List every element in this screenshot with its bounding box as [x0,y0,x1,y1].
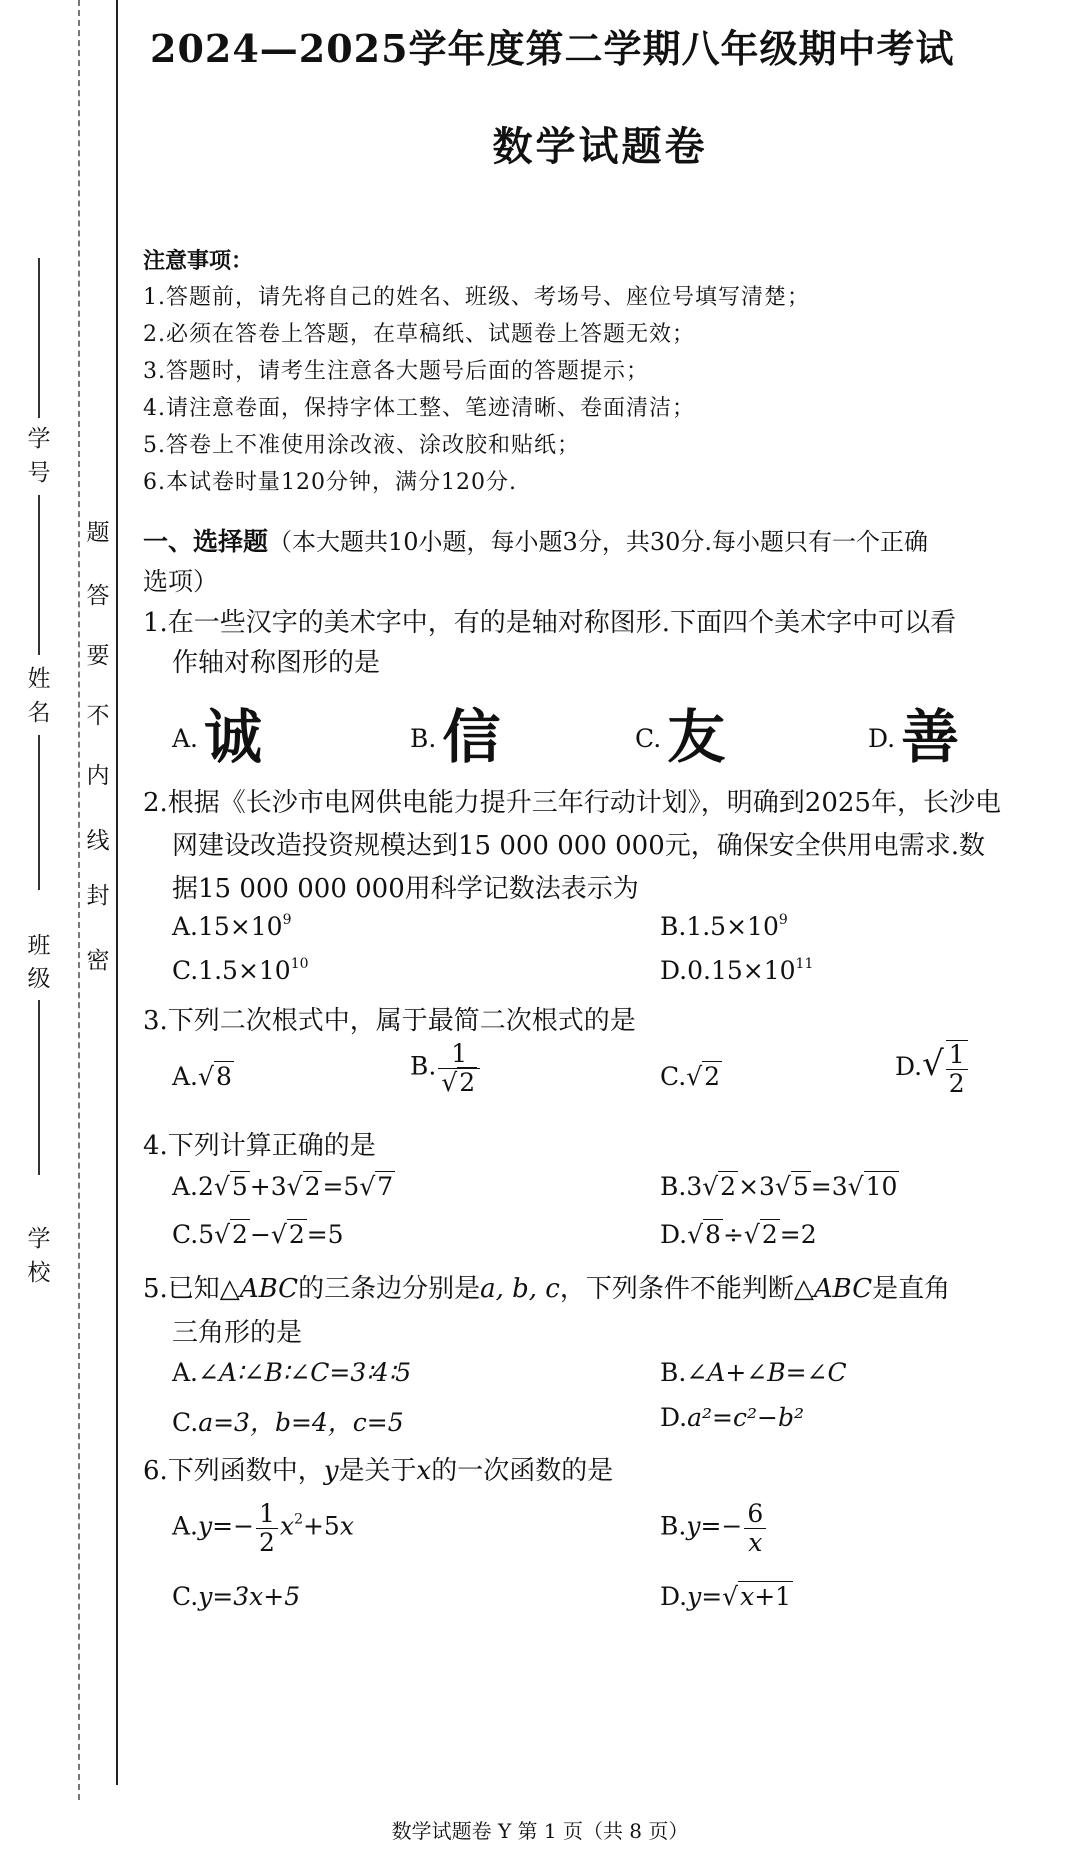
art-char-image: 诚 [204,703,263,771]
notes-heading: 注意事项： [143,248,254,274]
q1-option-b[interactable]: B. 信 [410,703,501,771]
q5-option-c[interactable]: C.a=3，b=4，c=5 [172,1408,404,1437]
section-title: 一、选择题 [143,527,269,556]
q3-stem: 3.下列二次根式中，属于最简二次根式的是 [143,1006,636,1036]
q6-option-a[interactable]: A.y=− $\frac{1}{2}$ $x^2+5x$ [172,1499,354,1557]
q5-option-a[interactable]: A.∠A∶∠B∶∠C=3∶4∶5 [172,1358,412,1387]
q1-option-a[interactable]: A. 诚 [172,703,263,771]
q2-option-a[interactable]: $A.15\times 10^9$ [172,912,292,941]
margin-label-char: 学 [27,426,51,452]
art-char-image: 信 [442,703,501,771]
seal-char: 题 [86,520,110,546]
q2-option-d[interactable]: $D.0.15\times 10^{11}$ [660,956,814,985]
exam-title: 2024—2025学年度第二学期八年级期中考试 [150,26,955,71]
q5-stem-cont: 三角形的是 [172,1318,303,1348]
margin-label-char: 姓 [27,666,51,692]
margin-label-char: 学 [27,1226,51,1252]
seal-char: 不 [86,703,110,729]
seal-char: 密 [86,948,110,974]
art-char-image: 友 [667,703,726,771]
q1-stem: 1.在一些汉字的美术字中，有的是轴对称图形.下面四个美术字中可以看 [143,608,957,638]
note-item: 6.本试卷时量120分钟，满分120分. [143,470,517,495]
margin-label-char: 校 [27,1260,51,1286]
margin-label-char: 号 [27,460,51,486]
q3-option-b[interactable]: B. $\frac{1}{√2}$ [410,1040,482,1096]
note-item: 2.必须在答卷上答题，在草稿纸、试题卷上答题无效； [143,322,695,347]
subject-title: 数学试题卷 [492,123,708,170]
section-header [143,522,928,558]
q2-stem-cont: 网建设改造投资规模达到15 000 000 000元，确保安全供用电需求.数 [172,831,986,861]
q5-option-d[interactable]: D.a²=c²−b² [660,1403,804,1432]
name-blank[interactable] [38,495,40,655]
margin-label-char: 级 [27,966,51,992]
margin-label-char: 名 [27,700,51,726]
seal-char: 内 [86,763,110,789]
section-desc-cont: 选项） [143,567,219,596]
binding-line [116,0,118,1785]
q1-option-d[interactable]: D. 善 [868,703,960,771]
note-item: 4.请注意卷面，保持字体工整、笔迹清晰、卷面清洁； [143,396,695,421]
seal-char: 答 [86,583,110,609]
q3-option-a[interactable]: A.√8 [172,1062,232,1091]
q6-option-b[interactable]: B.y=− $\frac{6}{x}$ [660,1500,768,1556]
note-item: 3.答题时，请考生注意各大题号后面的答题提示； [143,359,649,384]
art-char-image: 善 [901,703,960,771]
q4-option-a[interactable]: A.2√5+3√2=5√7 [172,1172,394,1201]
note-item: 5.答卷上不准使用涂改液、涂改胶和贴纸； [143,433,580,458]
q5-option-b[interactable]: B.∠A+∠B=∠C [660,1358,847,1387]
school-blank[interactable] [38,1000,40,1175]
q6-stem: 6.下列函数中，y是关于x的一次函数的是 [143,1456,614,1486]
q2-option-b[interactable]: $B.1.5\times 10^9$ [660,912,788,941]
seal-char: 线 [86,828,110,854]
q6-option-d[interactable]: D.y=√x+1 [660,1582,792,1611]
q2-option-c[interactable]: $C.1.5\times 10^{10}$ [172,956,309,985]
q2-stem-cont: 据15 000 000 000用科学记数法表示为 [172,874,639,904]
q1-option-c[interactable]: C. 友 [635,703,726,771]
q2-stem: 2.根据《长沙市电网供电能力提升三年行动计划》，明确到2025年，长沙电 [143,788,1001,818]
q4-option-d[interactable]: D.√8÷√2=2 [660,1220,817,1249]
seal-char: 要 [86,643,110,669]
q1-stem-cont: 作轴对称图形的是 [172,648,381,678]
q4-option-b[interactable]: B.3√2×3√5=3√10 [660,1172,898,1201]
section-desc: （本大题共10小题，每小题3分，共30分.每小题只有一个正确 [268,528,928,556]
note-item: 1.答题前，请先将自己的姓名、班级、考场号、座位号填写清楚； [143,285,810,310]
seal-dashed-line [78,0,80,1800]
q3-option-c[interactable]: C.√2 [660,1062,721,1091]
class-blank[interactable] [38,735,40,890]
seal-char: 封 [86,883,110,909]
student-id-blank[interactable] [38,258,40,418]
q6-option-c[interactable]: C.y=3x+5 [172,1582,301,1611]
margin-label-char: 班 [27,933,51,959]
q5-stem: 5.已知△ABC的三条边分别是a, b, c，下列条件不能判断△ABC是直角 [143,1274,951,1304]
page-footer: 数学试题卷 Y 第 1 页（共 8 页） [391,1819,689,1843]
q3-option-d[interactable]: D.√ $\frac{1}{2}$ [895,1040,970,1097]
q4-option-c[interactable]: C.5√2−√2=5 [172,1220,344,1249]
q4-stem: 4.下列计算正确的是 [143,1131,376,1161]
